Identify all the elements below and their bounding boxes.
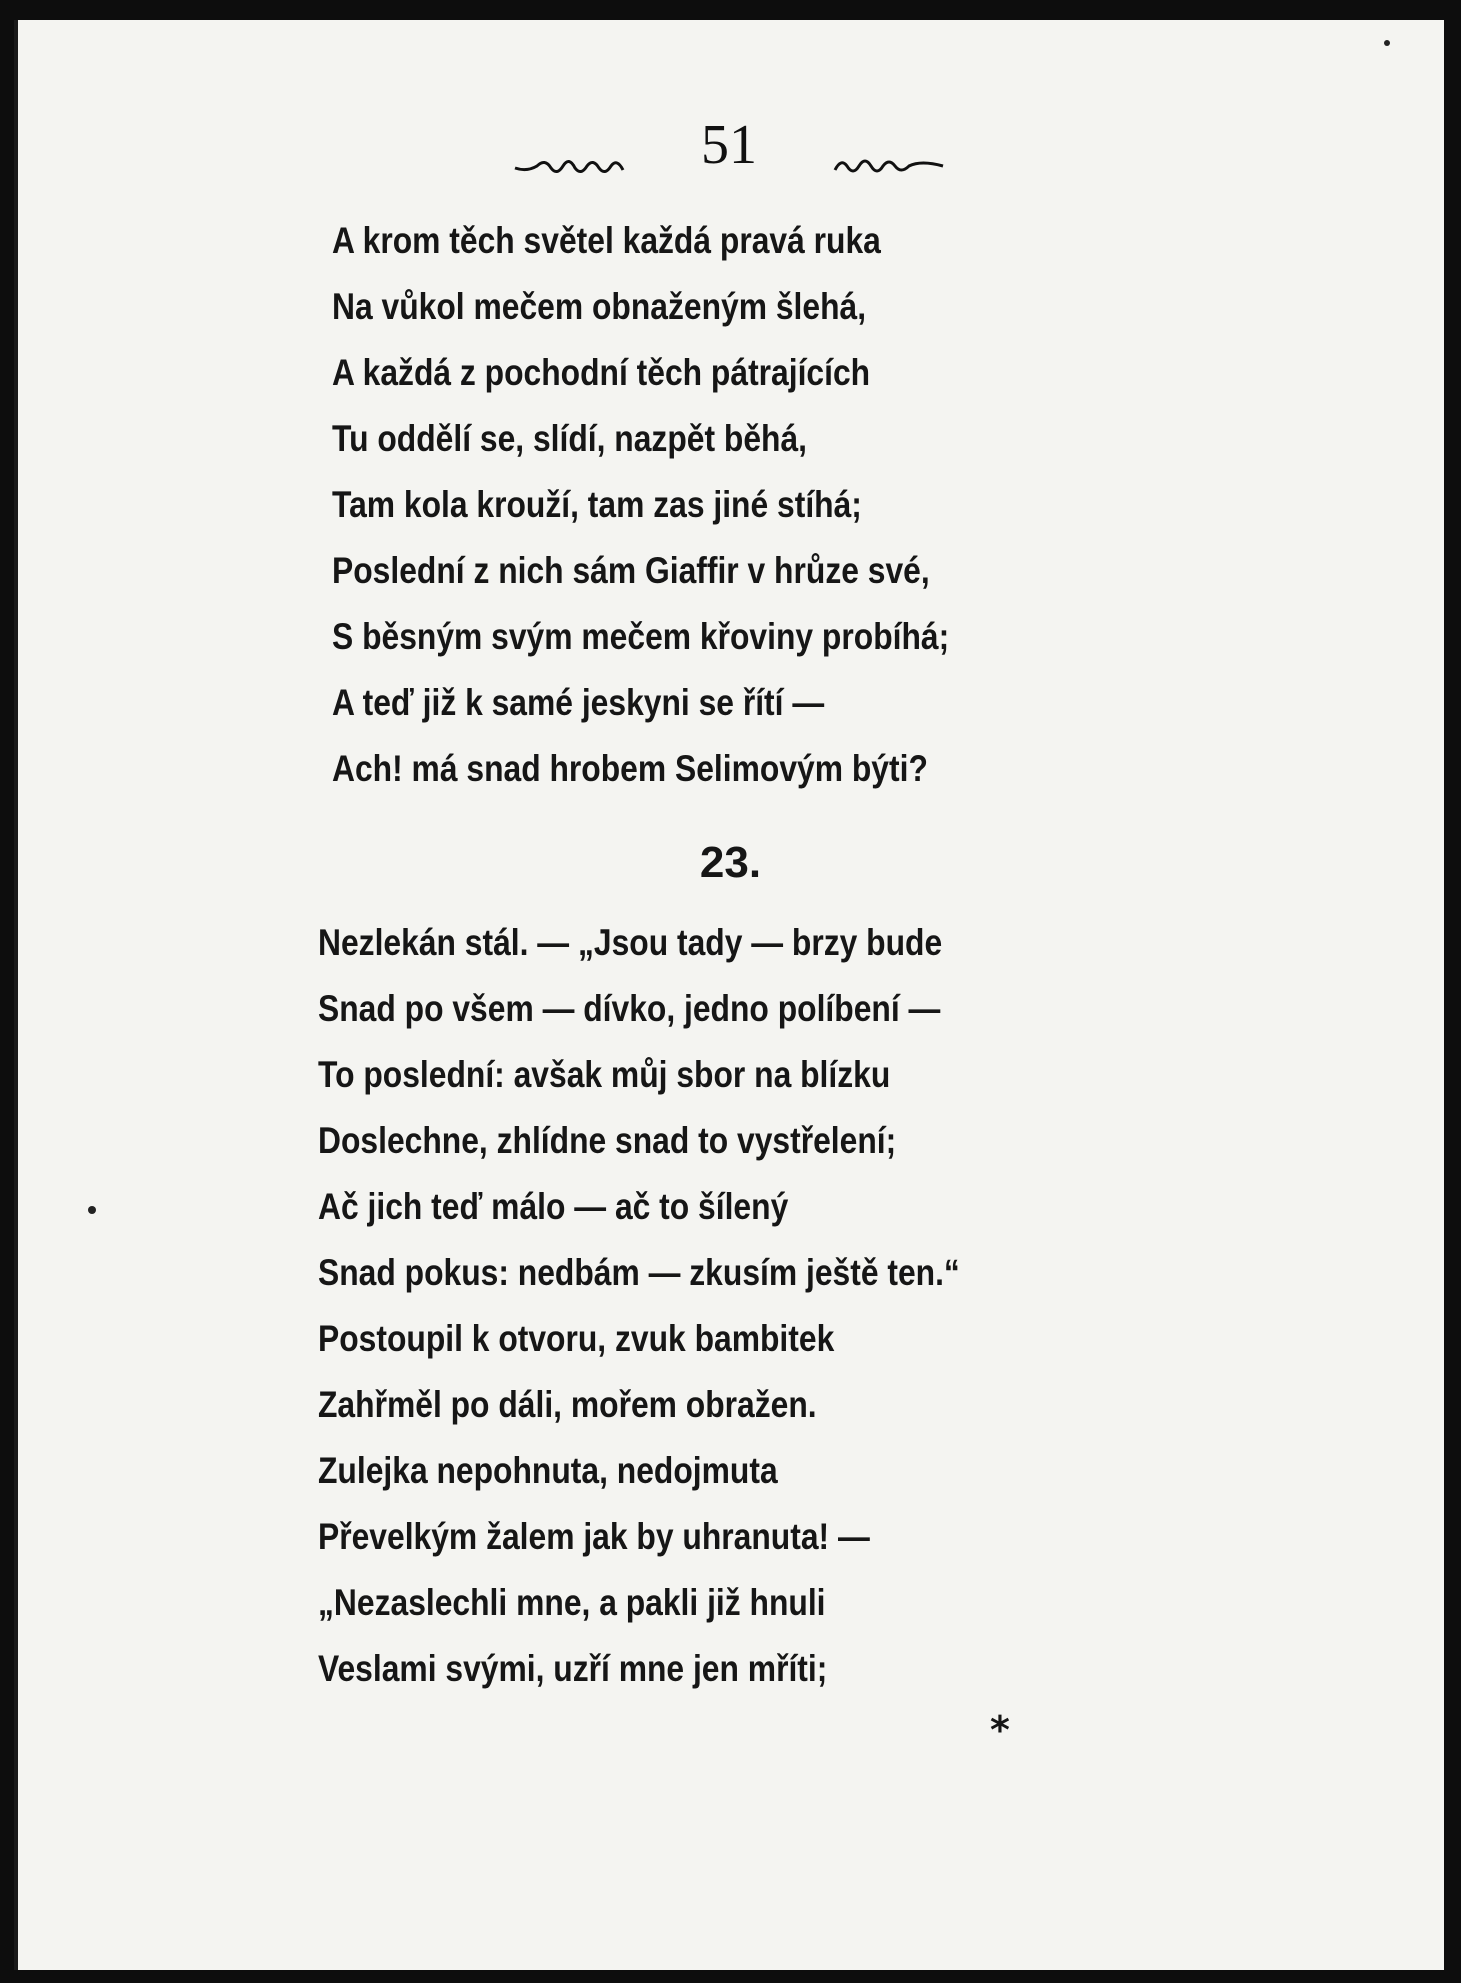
verse-line: A krom těch světel každá pravá ruka [332, 220, 881, 261]
verse-line: Ač jich teď málo — ač to šílený [318, 1186, 789, 1227]
signature-mark: * [990, 1708, 1010, 1752]
verse-line: S běsným svým mečem křoviny probíhá; [332, 616, 950, 657]
verse-line: Veslami svými, uzří mne jen mříti; [318, 1648, 828, 1689]
verse-line: Poslední z nich sám Giaffir v hrůze své, [332, 550, 930, 591]
verse-line: A každá z pochodní těch pátrajících [332, 352, 871, 393]
stanza-22-continued [332, 208, 949, 802]
verse-line: Nezlekán stál. — „Jsou tady — brzy bude [318, 922, 943, 963]
verse-line: Tu oddělí se, slídí, nazpět běhá, [332, 418, 808, 459]
verse-line: Převelkým žalem jak by uhranuta! — [318, 1516, 870, 1557]
verse-line: A teď již k samé jeskyni se řítí — [332, 682, 825, 723]
verse-line: „Nezaslechli mne, a pakli již hnuli [318, 1582, 826, 1623]
verse-line: Tam kola krouží, tam zas jiné stíhá; [332, 484, 862, 525]
verse-line: Snad pokus: nedbám — zkusím ještě ten.“ [318, 1252, 960, 1293]
stanza-23 [318, 910, 960, 1702]
page-edge-rule [14, 20, 18, 1970]
ink-speck [88, 1206, 96, 1214]
verse-line: Zulejka nepohnuta, nedojmuta [318, 1450, 778, 1491]
page-number: 51 [701, 114, 757, 177]
right-ornament [785, 130, 945, 160]
verse-line: Snad po všem — dívko, jedno políbení — [318, 988, 941, 1029]
page-header [14, 108, 1444, 177]
verse-line: Zahřměl po dáli, mořem obražen. [318, 1384, 817, 1425]
verse-line: Na vůkol mečem obnaženým šlehá, [332, 286, 867, 327]
section-number: 23. [699, 838, 762, 887]
verse-line: Doslechne, zhlídne snad to vystřelení; [318, 1120, 897, 1161]
verse-line: To poslední: avšak můj sbor na blízku [318, 1054, 891, 1095]
left-ornament [513, 130, 673, 160]
verse-line: Ach! má snad hrobem Selimovým býti? [332, 748, 928, 789]
verse-line: Postoupil k otvoru, zvuk bambitek [318, 1318, 835, 1359]
ink-speck [1384, 40, 1390, 46]
